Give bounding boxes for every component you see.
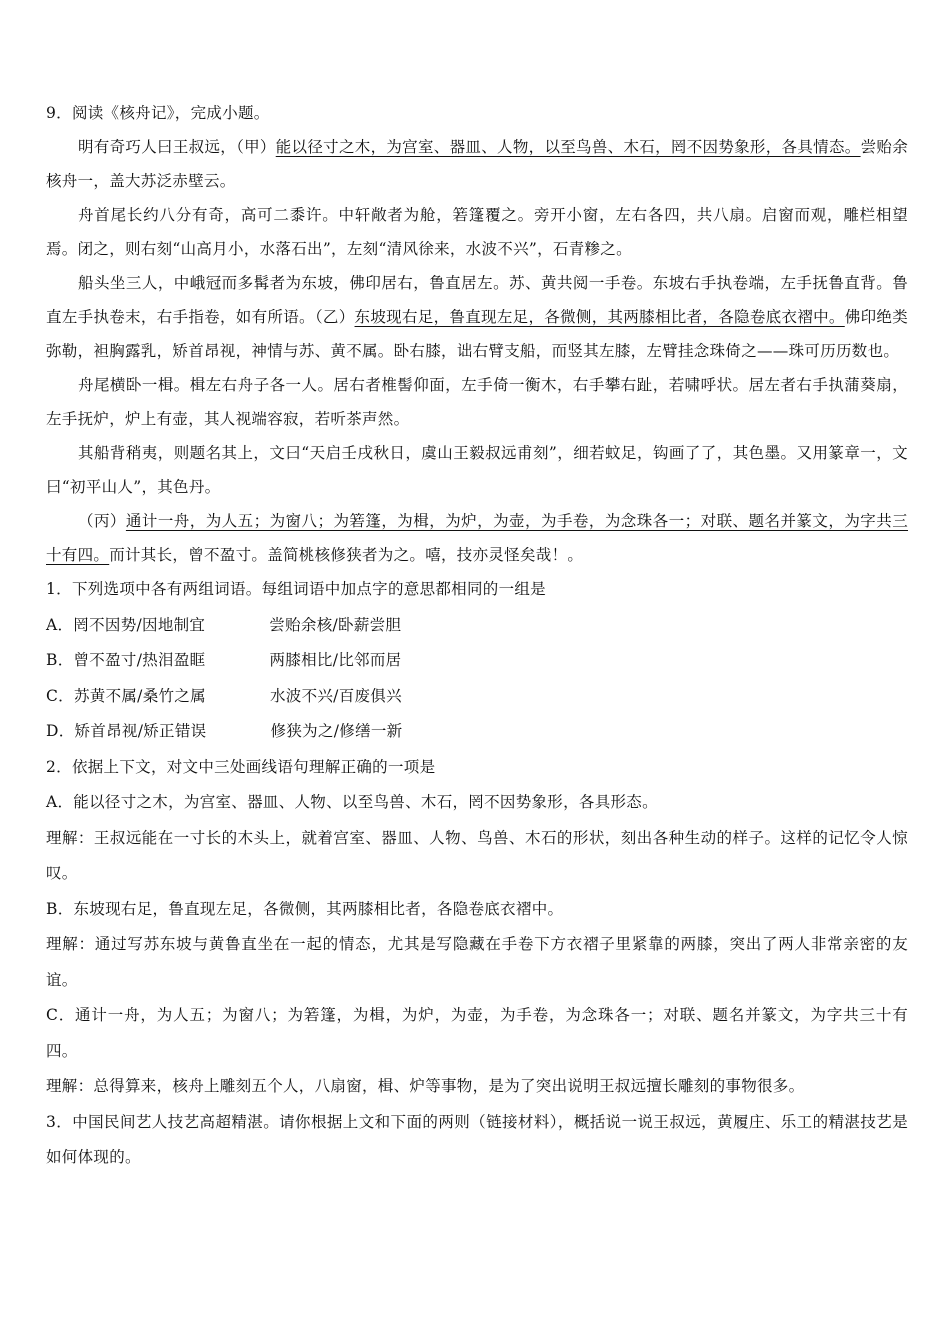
passage-text: （丙） [78, 512, 126, 530]
question-1-option-c [46, 679, 908, 715]
question-1-option-b [46, 643, 908, 679]
question-2-note-c: 理解：总得算来，核舟上雕刻五个人，八扇窗，楫、炉等事物，是为了突出说明王叔远擅长雕刻的事物很多。 [46, 1077, 805, 1095]
option-letter: A． [46, 615, 74, 634]
passage-paragraph-4: 舟尾横卧一楫。楫左右舟子各一人。居右者椎髻仰面，左手倚一衡木，右手攀右趾，若啸呼状。居左者右手执蒲葵扇，左手抚炉，炉上有壶，其人视端容寂，若听茶声然。 [46, 376, 908, 428]
option-letter: C． [46, 686, 74, 705]
underlined-sentence-jia: 能以径寸之木，为宫室、器皿、人物，以至鸟兽、木石，罔不因势象形，各具情态。 [275, 138, 861, 156]
question-1-stem: 1．下列选项中各有两组词语。每组词语中加点字的意思都相同的一组是 [46, 580, 546, 598]
underlined-sentence-yi: 东坡现右足，鲁直现左足，各微侧，其两膝相比者，各隐卷底衣褶中。 [354, 308, 845, 326]
question-2-note-a: 理解：王叔远能在一寸长的木头上，就着宫室、器皿、人物、鸟兽、木石的形状，刻出各种生动的样子。这样的记忆令人惊叹。 [46, 828, 908, 882]
option-word-pair: 修狭为之/修缮一新 [270, 722, 403, 740]
passage-text: 尝贻余核舟一，盖大苏泛赤壁云。 [46, 138, 908, 190]
passage-text: 船头坐三人，中峨冠而多髯者为东坡，佛印居右，鲁直居左。苏、黄共阅一手卷。东坡右手执卷端，左手抚鲁直背。鲁直左手执卷末，右手指卷，如有所语。（乙） [46, 274, 908, 326]
option-word-pair: 曾不盈寸/热泪盈眶 [73, 651, 206, 669]
passage-text: 明有奇巧人曰王叔远，（甲） [78, 138, 276, 156]
question-2-note-b: 理解：通过写苏东坡与黄鲁直坐在一起的情态，尤其是写隐藏在手卷下方衣褶子里紧靠的两膝，突出了两人非常亲密的友谊。 [46, 935, 908, 989]
question-2-option-b: B．东坡现右足，鲁直现左足，各微侧，其两膝相比者，各隐卷底衣褶中。 [46, 899, 564, 918]
question-2-option-a: A．能以径寸之木，为宫室、器皿、人物、以至鸟兽、木石，罔不因势象形，各具形态。 [46, 793, 658, 811]
question-1-option-a [46, 608, 908, 644]
passage-paragraph-3 [46, 266, 908, 368]
passage-paragraph-2: 舟首尾长约八分有奇，高可二黍许。中轩敞者为舱，箬篷覆之。旁开小窗，左右各四，共八扇。启窗而观，雕栏相望焉。闭之，则右刻“山高月小，水落石出”，左刻“清风徐来，水波不兴”，石青糁之。 [46, 206, 908, 258]
question-2-option-c: C．通计一舟，为人五；为窗八；为箬篷，为楫，为炉，为壶，为手卷，为念珠各一；对联、题名并篆文，为字共三十有四。 [46, 1006, 908, 1060]
question-1-option-d [46, 714, 908, 750]
option-word-pair: 罔不因势/因地制宜 [73, 615, 206, 634]
option-letter: D． [46, 722, 75, 740]
document-page [46, 96, 908, 1176]
question-3-stem: 3．中国民间艺人技艺高超精湛。请你根据上文和下面的两则（链接材料），概括说一说王叔远，黄履庄、乐工的精湛技艺是如何体现的。 [46, 1112, 908, 1166]
option-word-pair: 水波不兴/百废俱兴 [269, 686, 402, 705]
option-letter: B． [46, 651, 74, 669]
underlined-sentence-bing: 通计一舟，为人五；为窗八；为箬篷，为楫，为炉，为壶，为手卷，为念珠各一；对联、题名并篆文，为字共三十有四。 [46, 512, 909, 564]
option-word-pair: 两膝相比/比邻而居 [269, 651, 402, 669]
option-word-pair: 苏黄不属/桑竹之属 [73, 686, 206, 705]
option-word-pair: 尝贻余核/卧薪尝胆 [269, 615, 402, 634]
passage-text: 而计其长，曾不盈寸。盖简桃核修狭者为之。嘻，技亦灵怪矣哉！。 [109, 546, 584, 564]
question-2-stem: 2．依据上下文，对文中三处画线语句理解正确的一项是 [46, 757, 436, 776]
passage-paragraph-1 [46, 130, 908, 198]
passage-paragraph-6 [46, 504, 908, 572]
question-heading: 9．阅读《核舟记》，完成小题。 [46, 104, 270, 122]
passage-text: 佛印绝类弥勒，袒胸露乳，矫首昂视，神情与苏、黄不属。卧右膝，诎右臂支船，而竖其左膝，左臂挂念珠倚之——珠可历历数也。 [46, 308, 908, 360]
passage-paragraph-5: 其船背稍夷，则题名其上，文曰“天启壬戌秋日，虞山王毅叔远甫刻”，细若蚊足，钩画了了，其色墨。又用篆章一，文曰“初平山人”，其色丹。 [46, 444, 908, 496]
option-word-pair: 矫首昂视/矫正错误 [74, 722, 207, 740]
